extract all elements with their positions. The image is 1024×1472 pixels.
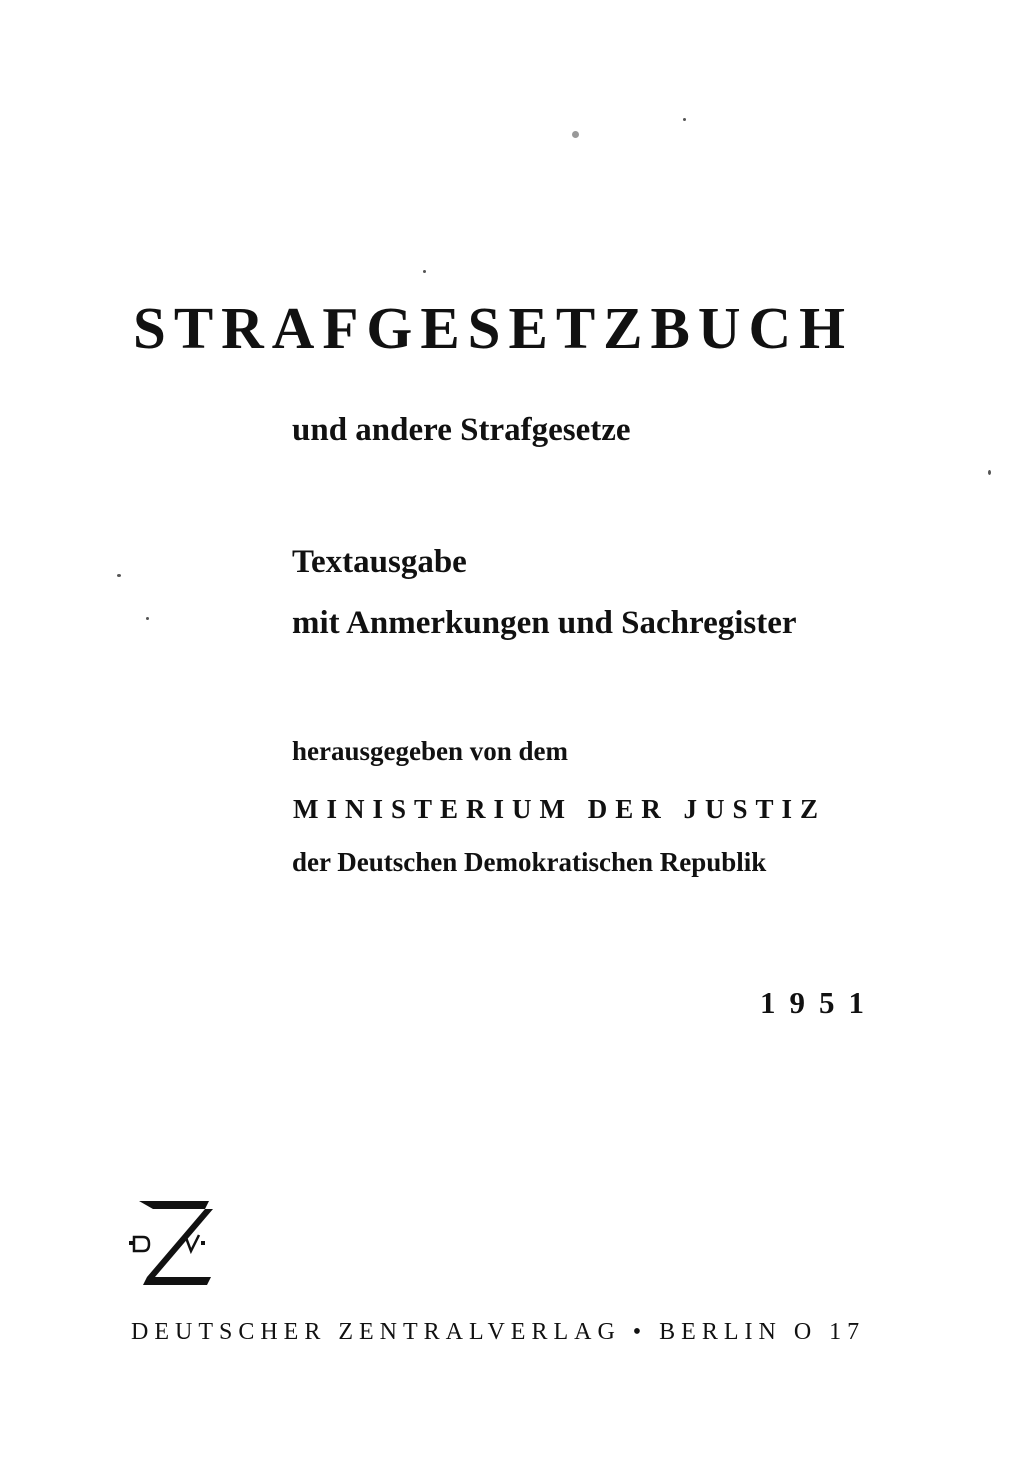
publisher-logo-icon <box>125 1195 220 1290</box>
print-speck <box>988 470 991 475</box>
print-speck <box>146 617 149 620</box>
publisher-line: DEUTSCHER ZENTRALVERLAG • BERLIN O 17 <box>131 1319 866 1345</box>
book-title: STRAFGESETZBUCH <box>133 295 853 361</box>
print-speck <box>572 131 579 138</box>
edition-line-1: Textausgabe <box>292 544 467 580</box>
print-speck <box>683 118 686 121</box>
republic-name: der Deutschen Demokratischen Republik <box>292 847 767 877</box>
print-speck <box>423 270 426 273</box>
issued-by-label: herausgegeben von dem <box>292 736 568 766</box>
book-subtitle: und andere Strafgesetze <box>292 412 631 448</box>
print-speck <box>117 574 121 577</box>
ministry-name: MINISTERIUM DER JUSTIZ <box>293 794 827 824</box>
publication-year: 1951 <box>760 985 878 1020</box>
edition-line-2: mit Anmerkungen und Sachregister <box>292 605 797 641</box>
